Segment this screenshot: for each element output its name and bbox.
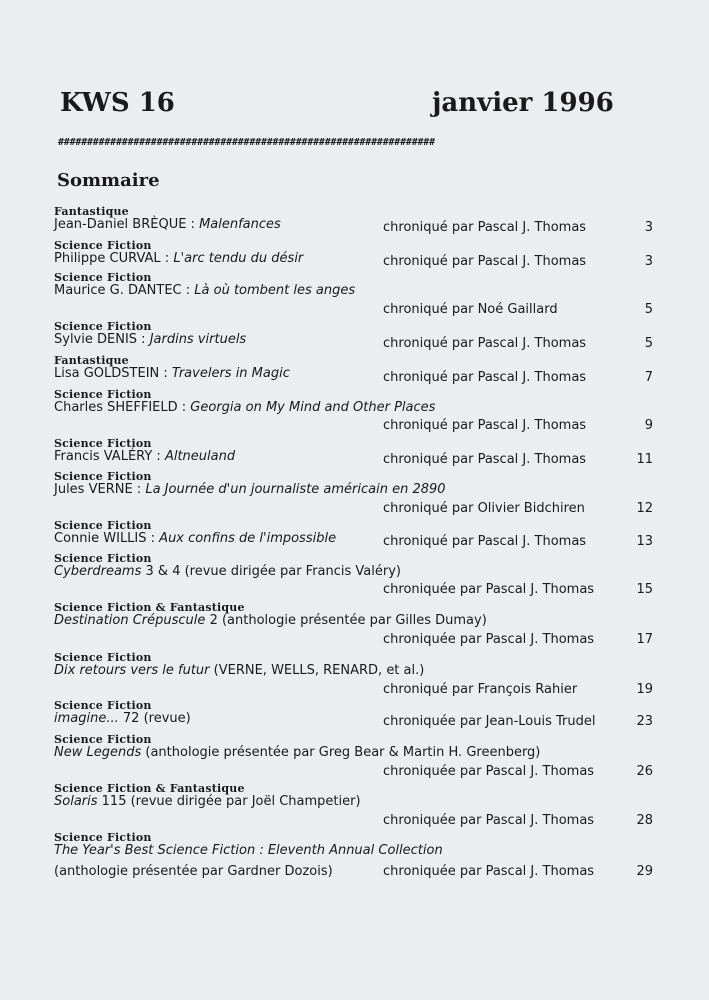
entry-reviewer: chroniqué par Pascal J. Thomas (383, 220, 587, 235)
entry-category: Science Fiction (54, 552, 152, 565)
entry-title: imagine... (54, 711, 119, 726)
entry-reviewer: chroniqué par Pascal J. Thomas (383, 254, 587, 269)
entry-category: Science Fiction (54, 437, 152, 450)
entry-reviewer: chroniqué par Pascal J. Thomas (383, 418, 587, 433)
entry-reviewer: chroniqué par Noé Gaillard (383, 302, 558, 317)
entry-page: 5 (644, 302, 653, 317)
entry-title: Dix retours vers le futur (54, 663, 210, 678)
entry-title: Destination Crépuscule (54, 613, 206, 628)
sommaire-heading: Sommaire (57, 170, 160, 191)
entry-note: (VERNE, WELLS, RENARD, et al.) (213, 663, 425, 678)
entry-category: Science Fiction (54, 388, 152, 401)
entry-author: Sylvie DENIS : (54, 332, 146, 347)
entry-category: Science Fiction (54, 320, 152, 333)
entry-work (54, 564, 401, 579)
entry-title: La Journée d'un journaliste américain en 2890 (145, 482, 446, 497)
entry-title: L'arc tendu du désir (173, 251, 304, 266)
entry-reviewer: chroniqué par Olivier Bidchiren (383, 501, 585, 516)
entry-reviewer: chroniqué par Pascal J. Thomas (383, 370, 587, 385)
entry-extra: (anthologie présentée par Gardner Dozois) (54, 864, 333, 879)
entry-category: Fantastique (54, 354, 129, 367)
entry-title: Altneuland (164, 449, 236, 464)
entry-title: Cyberdreams (54, 564, 142, 579)
entry-work (54, 217, 281, 232)
entry-reviewer: chroniquée par Pascal J. Thomas (383, 864, 595, 879)
entry-work (54, 663, 424, 678)
entry-work (54, 366, 290, 381)
issue-date: janvier 1996 (432, 88, 614, 118)
entry-page: 28 (636, 813, 653, 828)
entry-note: 115 (revue dirigée par Joël Champetier) (101, 794, 361, 809)
entry-work (54, 613, 487, 628)
entry-category: Science Fiction & Fantastique (54, 782, 245, 795)
entry-category: Science Fiction & Fantastique (54, 601, 245, 614)
entry-title: Jardins virtuels (149, 332, 247, 347)
entry-reviewer: chroniquée par Pascal J. Thomas (383, 764, 595, 779)
entry-reviewer: chroniquée par Pascal J. Thomas (383, 813, 595, 828)
entry-work (54, 531, 336, 546)
entry-work (54, 449, 235, 464)
entry-page: 23 (636, 714, 653, 729)
entry-work (54, 251, 303, 266)
entry-note: 2 (anthologie présentée par Gilles Dumay) (209, 613, 487, 628)
entry-author: Jean-Daniel BRÈQUE : (54, 217, 195, 232)
entry-work (54, 482, 446, 497)
entry-note: (anthologie présentée par Greg Bear & Martin H. Greenberg) (145, 745, 541, 760)
issue-number: KWS 16 (60, 88, 175, 118)
entry-title: Solaris (54, 794, 98, 809)
hash-rule: ################################################################# (58, 137, 435, 148)
entry-work (54, 332, 246, 347)
entry-note: 3 & 4 (revue dirigée par Francis Valéry) (145, 564, 401, 579)
entry-page: 15 (636, 582, 653, 597)
entry-work (54, 283, 355, 298)
entry-work (54, 843, 443, 858)
entry-page: 3 (644, 220, 653, 235)
entry-reviewer: chroniqué par Pascal J. Thomas (383, 534, 587, 549)
entry-page: 3 (644, 254, 653, 269)
entry-category: Science Fiction (54, 651, 152, 664)
entry-title: Georgia on My Mind and Other Places (190, 400, 436, 415)
entry-category: Science Fiction (54, 831, 152, 844)
entry-author: Connie WILLIS : (54, 531, 156, 546)
entry-title: Là où tombent les anges (194, 283, 356, 298)
entry-page: 5 (644, 336, 653, 351)
entry-title: The Year's Best Science Fiction : Eleventh Annual Collection (54, 843, 443, 858)
entry-page: 26 (636, 764, 653, 779)
entry-page: 12 (636, 501, 653, 516)
entry-reviewer: chroniqué par Pascal J. Thomas (383, 452, 587, 467)
entry-reviewer: chroniqué par Pascal J. Thomas (383, 336, 587, 351)
entry-page: 11 (636, 452, 653, 467)
entry-page: 7 (644, 370, 653, 385)
entry-author: Charles SHEFFIELD : (54, 400, 187, 415)
entry-page: 19 (636, 682, 653, 697)
entry-category: Science Fiction (54, 733, 152, 746)
entry-category: Science Fiction (54, 239, 152, 252)
entry-reviewer: chroniqué par François Rahier (383, 682, 578, 697)
entry-reviewer: chroniquée par Jean-Louis Trudel (383, 714, 596, 729)
entry-title: New Legends (54, 745, 142, 760)
entry-author: Philippe CURVAL : (54, 251, 170, 266)
entry-author: Francis VALÉRY : (54, 449, 161, 464)
entry-author: Jules VERNE : (54, 482, 142, 497)
entry-note: 72 (revue) (122, 711, 191, 726)
entry-work (54, 794, 361, 809)
entry-work (54, 745, 540, 760)
entry-page: 17 (636, 632, 653, 647)
entry-category: Science Fiction (54, 271, 152, 284)
entry-title: Malenfances (199, 217, 281, 232)
entry-work (54, 400, 435, 415)
entry-page: 9 (644, 418, 653, 433)
entry-category: Science Fiction (54, 470, 152, 483)
entry-category: Science Fiction (54, 699, 152, 712)
entry-title: Travelers in Magic (171, 366, 290, 381)
entry-author: Maurice G. DANTEC : (54, 283, 191, 298)
entry-page: 13 (636, 534, 653, 549)
entry-reviewer: chroniquée par Pascal J. Thomas (383, 582, 595, 597)
entry-category: Fantastique (54, 205, 129, 218)
entry-page: 29 (636, 864, 653, 879)
entry-reviewer: chroniquée par Pascal J. Thomas (383, 632, 595, 647)
entry-category: Science Fiction (54, 519, 152, 532)
entry-title: Aux confins de l'impossible (159, 531, 337, 546)
entry-author: Lisa GOLDSTEIN : (54, 366, 168, 381)
entry-work (54, 711, 191, 726)
